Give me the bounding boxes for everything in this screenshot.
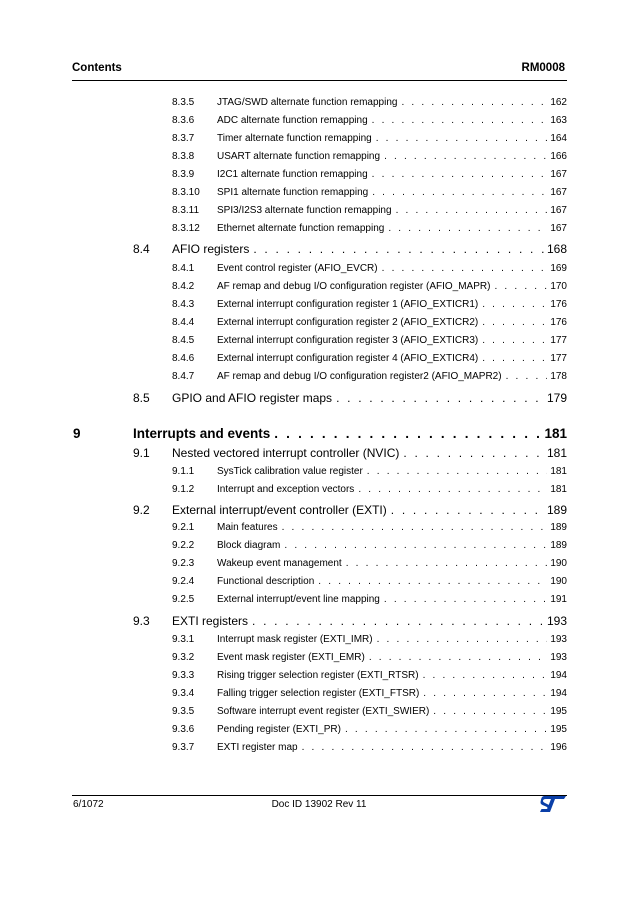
toc-entry-number: 9.3.3 [172,670,195,681]
toc-entry-page: 189 [546,503,567,517]
footer-rule [72,795,567,796]
toc-entry-number: 8.3.11 [172,205,200,216]
toc-entry-page: 166 [550,151,567,162]
toc-dot-leader [433,706,547,717]
toc-dot-leader [423,688,547,699]
toc-entry-page: 181 [544,426,567,441]
header-rule [72,80,567,81]
toc-entry-page: 193 [550,634,567,645]
toc-entry-title: Timer alternate function remapping [217,133,372,144]
toc-entry-number: 9.2.5 [172,594,195,605]
toc-entry-title: Rising trigger selection register (EXTI_RTSR) [217,670,419,681]
toc-entry-title: Main features [217,522,278,533]
toc-dot-leader [284,540,547,551]
toc-entry-number: 8.3.12 [172,223,200,234]
toc-dot-leader [377,634,548,645]
toc-entry-number: 8.4.3 [172,299,195,310]
toc-dot-leader [358,484,547,495]
toc-dot-leader [482,353,547,364]
toc-entry-line [217,706,567,717]
toc-entry-number: 8.3.7 [172,133,195,144]
toc-entry-page: 167 [550,187,567,198]
toc-entry-line [217,317,567,328]
toc-entry-number: 9.2.4 [172,576,195,587]
toc-entry-title: Functional description [217,576,315,587]
footer-page-number: 6/1072 [73,799,104,810]
toc-entry-number: 8.4.6 [172,353,195,364]
toc-entry-title: External interrupt/event line mapping [217,594,380,605]
toc-dot-leader [252,614,544,628]
toc-dot-leader [372,115,548,126]
toc-entry-line [217,594,567,605]
toc-entry-page: 190 [550,558,567,569]
toc-entry-page: 168 [546,242,567,256]
toc-entry-title: SPI3/I2S3 alternate function remapping [217,205,392,216]
toc-entry-page: 178 [550,371,567,382]
toc-entry-page: 176 [550,299,567,310]
toc-entry-title: Interrupt mask register (EXTI_IMR) [217,634,373,645]
toc-dot-leader [369,652,548,663]
toc-entry-number: 9.2.1 [172,522,195,533]
toc-entry-page: 167 [550,205,567,216]
toc-dot-leader [482,335,547,346]
toc-entry-line [217,724,567,735]
toc-dot-leader [384,151,547,162]
toc-entry-title: AF remap and debug I/O configuration register (AFIO_MAPR) [217,281,491,292]
toc-entry-number: 9.3.6 [172,724,195,735]
toc-dot-leader [367,466,548,477]
toc-entry-title: Interrupts and events [133,426,271,441]
toc-entry-line [217,652,567,663]
toc-entry-line [217,371,567,382]
toc-dot-leader [346,558,548,569]
toc-entry-number: 9.1 [133,446,150,460]
toc-entry-title: Falling trigger selection register (EXTI_FTSR) [217,688,420,699]
toc-dot-leader [336,391,544,405]
toc-entry-line [217,97,567,108]
toc-dot-leader [403,446,544,460]
toc-entry-number: 8.4.7 [172,371,195,382]
toc-entry-page: 167 [550,223,567,234]
toc-entry-line [217,335,567,346]
toc-entry-line [217,187,567,198]
toc-entry-line [217,205,567,216]
toc-entry-title: SysTick calibration value register [217,466,363,477]
toc-entry-number: 9.3.4 [172,688,195,699]
toc-entry-number: 8.3.9 [172,169,195,180]
toc-entry-page: 189 [550,540,567,551]
toc-dot-leader [253,242,544,256]
toc-entry-line [217,742,567,753]
toc-dot-leader [494,281,547,292]
toc-dot-leader [345,724,547,735]
toc-entry-page: 176 [550,317,567,328]
toc-entry-page: 179 [546,391,567,405]
toc-entry-number: 8.3.8 [172,151,195,162]
toc-entry-title: JTAG/SWD alternate function remapping [217,97,398,108]
toc-entry-number: 9.3.1 [172,634,195,645]
toc-entry-line [217,576,567,587]
toc-dot-leader [482,299,547,310]
toc-entry-page: 194 [550,688,567,699]
toc-dot-leader [482,317,547,328]
toc-entry-page: 194 [550,670,567,681]
toc-entry-line [133,426,567,441]
toc-entry-line [217,169,567,180]
toc-entry-page: 170 [550,281,567,292]
toc-entry-number: 9.3 [133,614,150,628]
toc-dot-leader [391,503,544,517]
toc-entry-title: SPI1 alternate function remapping [217,187,369,198]
toc-entry-page: 195 [550,706,567,717]
toc-entry-page: 193 [546,614,567,628]
toc-entry-number: 9.2.3 [172,558,195,569]
toc-entry-title: AFIO registers [172,242,250,256]
toc-entry-page: 196 [550,742,567,753]
toc-entry-title: GPIO and AFIO register maps [172,391,333,405]
toc-entry-line [217,299,567,310]
toc-entry-title: Block diagram [217,540,281,551]
toc-entry-title: Ethernet alternate function remapping [217,223,385,234]
toc-entry-line [217,522,567,533]
toc-entry-title: Event mask register (EXTI_EMR) [217,652,365,663]
toc-entry-line [217,223,567,234]
toc-entry-title: USART alternate function remapping [217,151,381,162]
toc-entry-number: 9 [73,426,81,441]
toc-entry-title: Pending register (EXTI_PR) [217,724,341,735]
toc-entry-title: Nested vectored interrupt controller (NVIC) [172,446,400,460]
toc-dot-leader [423,670,548,681]
toc-entry-page: 167 [550,169,567,180]
toc-dot-leader [506,371,548,382]
toc-entry-number: 9.3.2 [172,652,195,663]
toc-dot-leader [302,742,548,753]
toc-entry-title: External interrupt/event controller (EXTI) [172,503,387,517]
toc-entry-page: 193 [550,652,567,663]
header-doc-code: RM0008 [521,62,565,74]
toc-entry-line [217,634,567,645]
toc-entry-line [172,446,567,460]
toc-entry-line [217,466,567,477]
toc-entry-number: 9.3.5 [172,706,195,717]
toc-entry-number: 8.3.6 [172,115,195,126]
toc-dot-leader [372,187,547,198]
toc-entry-title: External interrupt configuration register 3 (AFIO_EXTICR3) [217,335,479,346]
toc-entry-number: 8.4.4 [172,317,195,328]
toc-entry-number: 8.4.2 [172,281,195,292]
toc-entry-line [217,540,567,551]
toc-entry-line [217,670,567,681]
toc-dot-leader [282,522,548,533]
toc-entry-line [217,263,567,274]
toc-entry-page: 181 [546,446,567,460]
toc-entry-number: 9.1.1 [172,466,195,477]
toc-entry-page: 181 [550,466,567,477]
toc-entry-number: 8.4.5 [172,335,195,346]
toc-dot-leader [318,576,547,587]
toc-entry-number: 8.4 [133,242,150,256]
footer-doc-id: Doc ID 13902 Rev 11 [271,799,367,810]
toc-entry-line [172,503,567,517]
toc-entry-number: 9.2.2 [172,540,195,551]
toc-entry-line [172,614,567,628]
toc-entry-number: 8.3.5 [172,97,195,108]
toc-entry-title: I2C1 alternate function remapping [217,169,368,180]
toc-dot-leader [382,263,548,274]
toc-entry-number: 9.2 [133,503,150,517]
toc-entry-title: ADC alternate function remapping [217,115,368,126]
toc-entry-title: External interrupt configuration register 2 (AFIO_EXTICR2) [217,317,479,328]
toc-entry-page: 195 [550,724,567,735]
toc-entry-title: Software interrupt event register (EXTI_SWIER) [217,706,430,717]
toc-dot-leader [396,205,548,216]
toc-entry-number: 8.4.1 [172,263,195,274]
header-section-title: Contents [72,62,122,74]
toc-entry-page: 169 [550,263,567,274]
toc-entry-title: Interrupt and exception vectors [217,484,355,495]
toc-entry-title: AF remap and debug I/O configuration register2 (AFIO_MAPR2) [217,371,502,382]
toc-dot-leader [372,169,548,180]
toc-entry-line [217,558,567,569]
toc-entry-line [217,688,567,699]
toc-entry-line [217,353,567,364]
toc-dot-leader [384,594,547,605]
toc-entry-number: 9.1.2 [172,484,195,495]
toc-entry-page: 190 [550,576,567,587]
toc-entry-page: 181 [550,484,567,495]
st-logo-icon [540,796,566,817]
toc-entry-number: 8.3.10 [172,187,200,198]
toc-entry-title: External interrupt configuration register 4 (AFIO_EXTICR4) [217,353,479,364]
toc-entry-page: 162 [550,97,567,108]
toc-entry-line [172,391,567,405]
toc-dot-leader [388,223,547,234]
toc-entry-line [217,484,567,495]
toc-entry-line [172,242,567,256]
toc-entry-title: Event control register (AFIO_EVCR) [217,263,378,274]
toc-entry-title: External interrupt configuration register 1 (AFIO_EXTICR1) [217,299,479,310]
toc-entry-page: 177 [550,335,567,346]
toc-entry-page: 189 [550,522,567,533]
toc-dot-leader [376,133,548,144]
toc-dot-leader [274,426,541,441]
toc-entry-page: 191 [550,594,567,605]
toc-entry-page: 177 [550,353,567,364]
toc-entry-title: EXTI registers [172,614,249,628]
toc-entry-number: 9.3.7 [172,742,195,753]
toc-entry-page: 163 [550,115,567,126]
toc-entry-line [217,133,567,144]
toc-entry-line [217,151,567,162]
toc-entry-line [217,281,567,292]
toc-entry-number: 8.5 [133,391,150,405]
toc-entry-title: EXTI register map [217,742,298,753]
toc-dot-leader [401,97,547,108]
toc-entry-page: 164 [550,133,567,144]
toc-entry-title: Wakeup event management [217,558,342,569]
toc-entry-line [217,115,567,126]
